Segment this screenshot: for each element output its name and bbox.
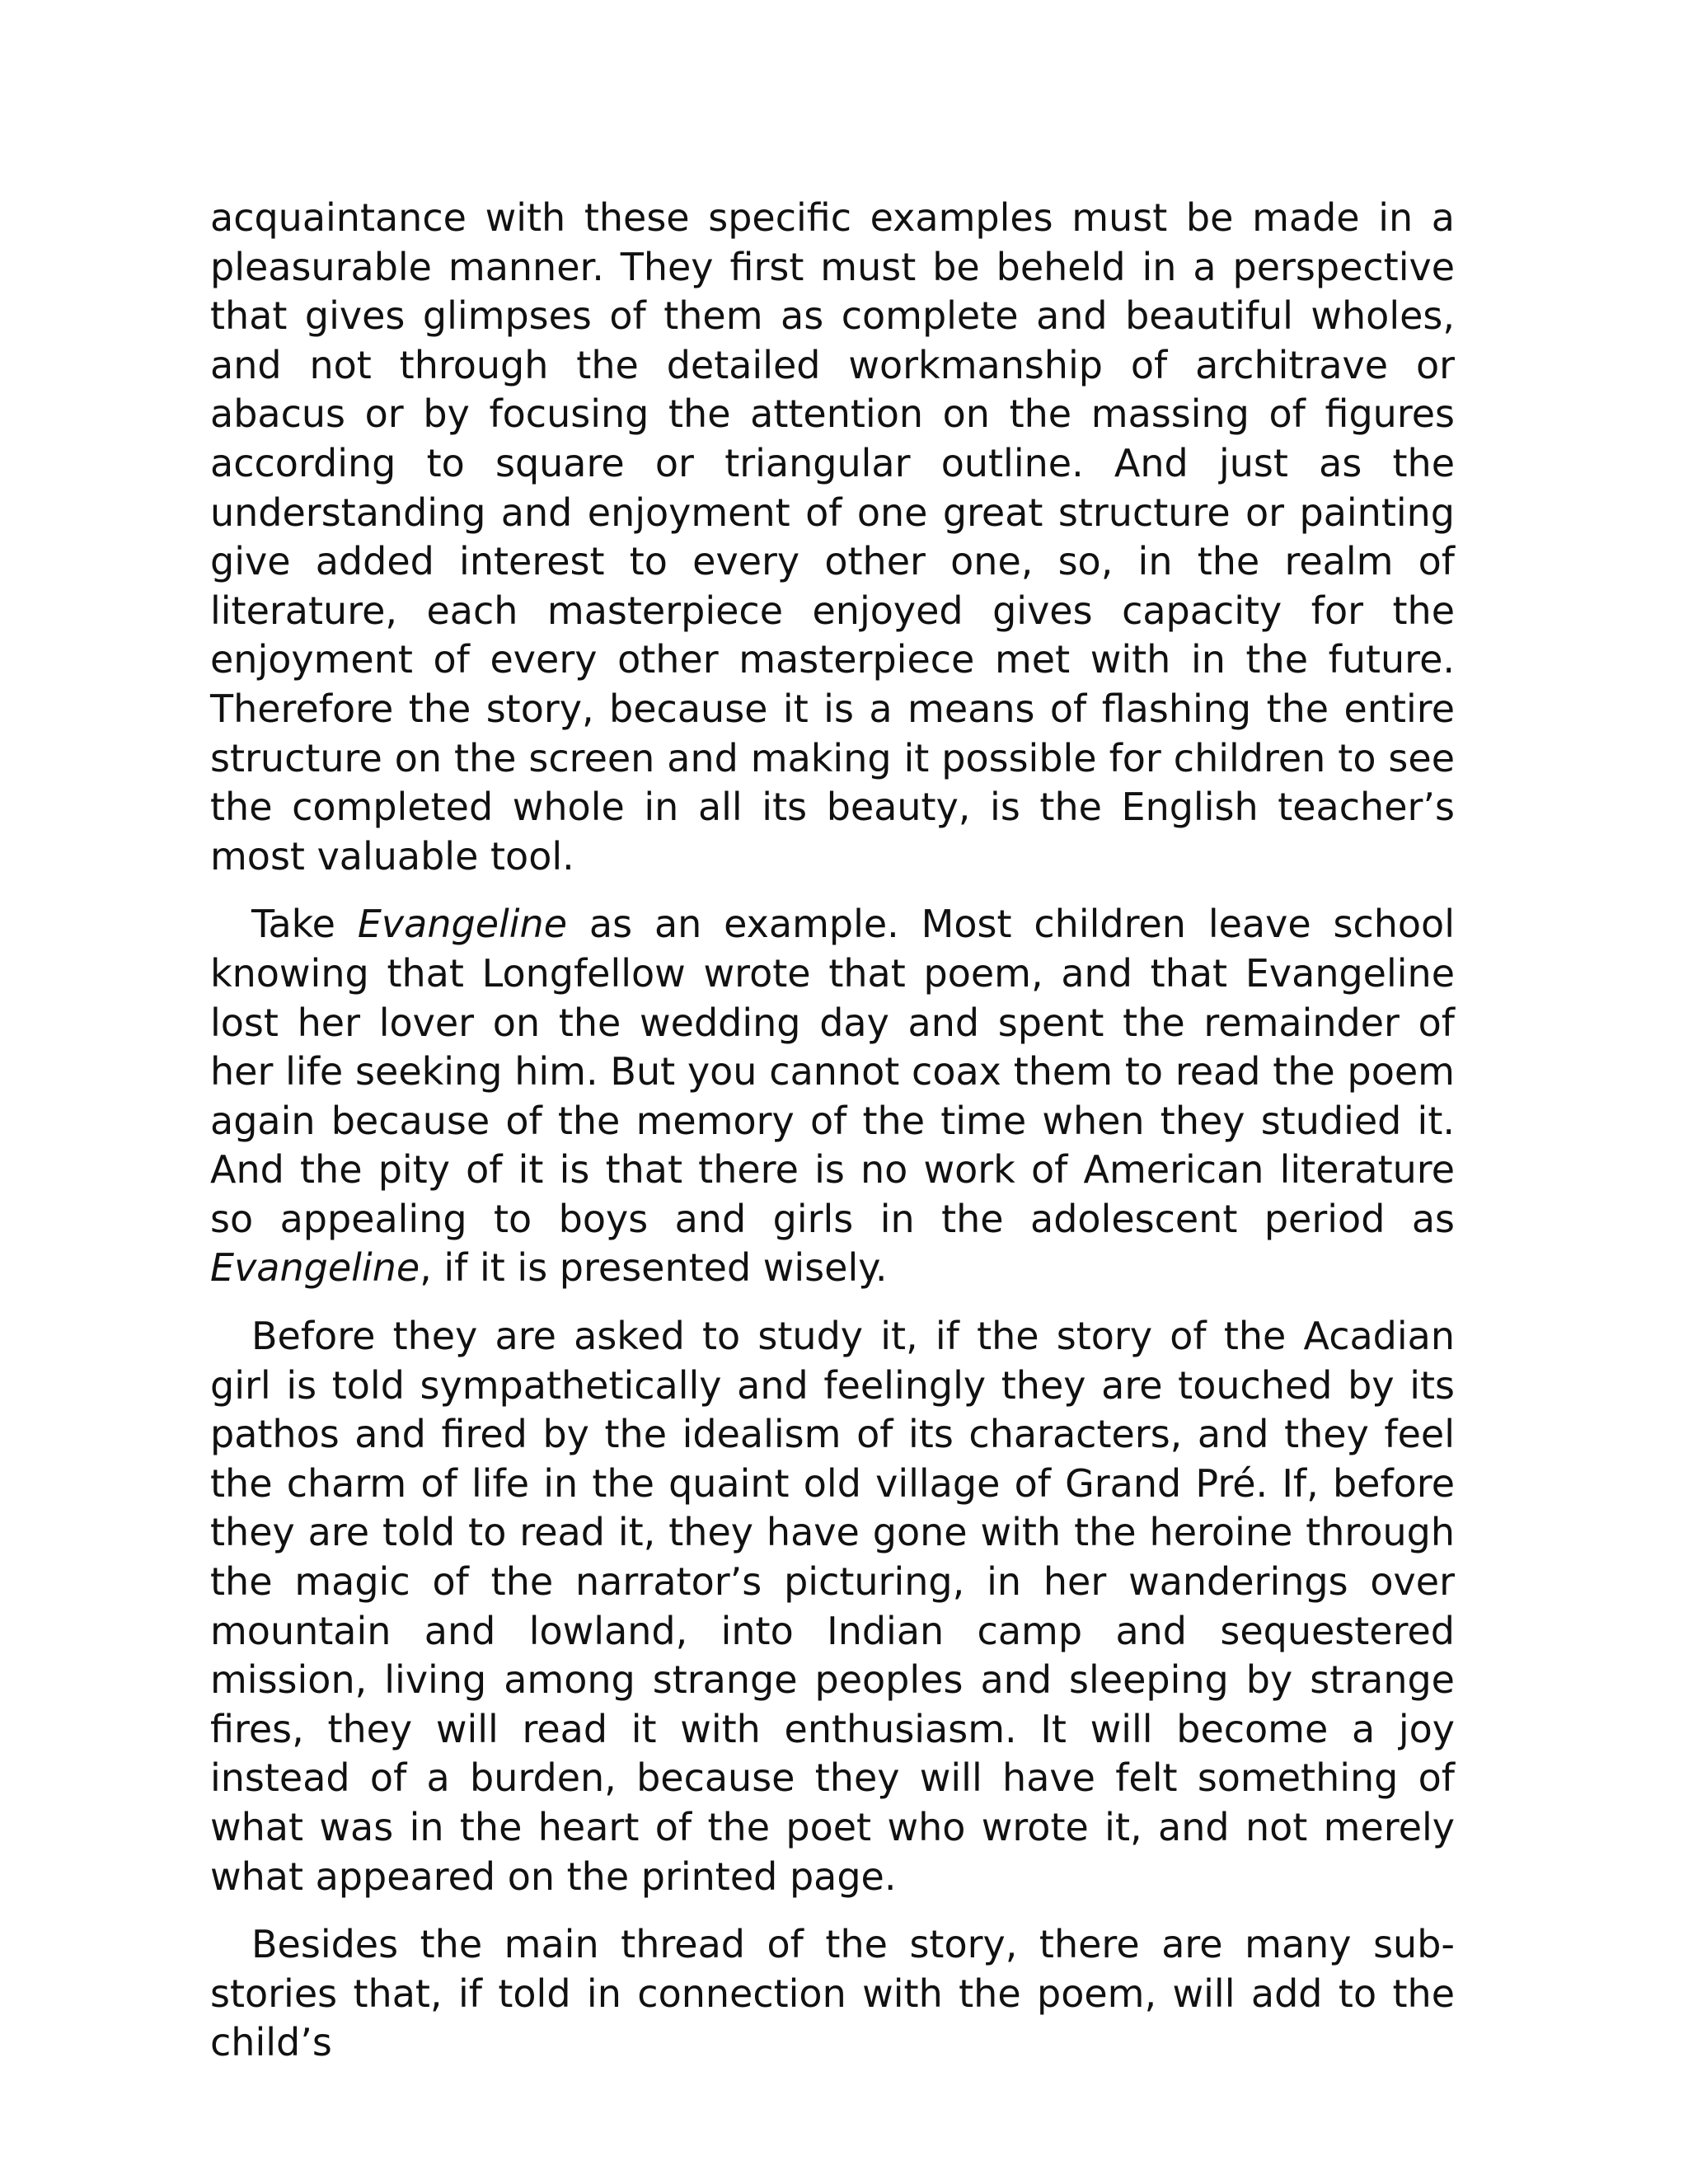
- paragraph-4: [210, 1920, 1455, 2068]
- paragraph-2-text-b: as an example. Most children leave school knowing that Longfellow wrote that poem, and that Evangeline lost her lover on the wedding day and spent the remainder of her life seeking him. But you cannot coax them to read the poem again because of the memory of the time when they studied it. And the pity of it is that there is no work of American literature so appealing to boys and girls in the adolescent period as: [210, 902, 1455, 1241]
- paragraph-3-text: Before they are asked to study it, if the story of the Acadian girl is told sympathetically and feelingly they are touched by its pathos and fired by the idealism of its characters, and they feel the charm of life in the quaint old village of Grand Pré. If, before they are told to read it, they have gone with the heroine through the magic of the narrator’s picturing, in her wanderings over mountain and lowland, into Indian camp and sequestered mission, living among strange peoples and sleeping by strange fires, they will read it with enthusiasm. It will become a joy instead of a burden, because they will have felt something of what was in the heart of the poet who wrote it, and not merely what appeared on the printed page.: [210, 1314, 1455, 1899]
- paragraph-2: [210, 900, 1455, 1293]
- body-text: [210, 194, 1455, 2068]
- paragraph-3: [210, 1312, 1455, 1901]
- paragraph-2-text-a: Take: [251, 902, 358, 947]
- paragraph-2-text-c: , if it is presented wisely.: [420, 1245, 888, 1291]
- paragraph-1-text: acquaintance with these specific examples must be made in a pleasurable manner. They first must be beheld in a perspective that gives glimpses of them as complete and beautiful wholes, and not through the detailed workmanship of architrave or abacus or by focusing the attention on the massing of figures according to square or triangular outline. And just as the understanding and enjoyment of one great structure or painting give added interest to every other one, so, in the realm of literature, each masterpiece enjoyed gives capacity for the enjoyment of every other masterpiece met with in the future. Therefore the story, because it is a means of flashing the entire structure on the screen and making it possible for children to see the completed whole in all its beauty, is the English teacher’s most valuable tool.: [210, 195, 1455, 879]
- paragraph-4-text: Besides the main thread of the story, there are many sub-stories that, if told in connection with the poem, will add to the child’s: [210, 1922, 1455, 2065]
- book-title-evangeline: Evangeline: [357, 902, 568, 947]
- paragraph-1: [210, 194, 1455, 881]
- book-title-evangeline: Evangeline: [210, 1245, 420, 1291]
